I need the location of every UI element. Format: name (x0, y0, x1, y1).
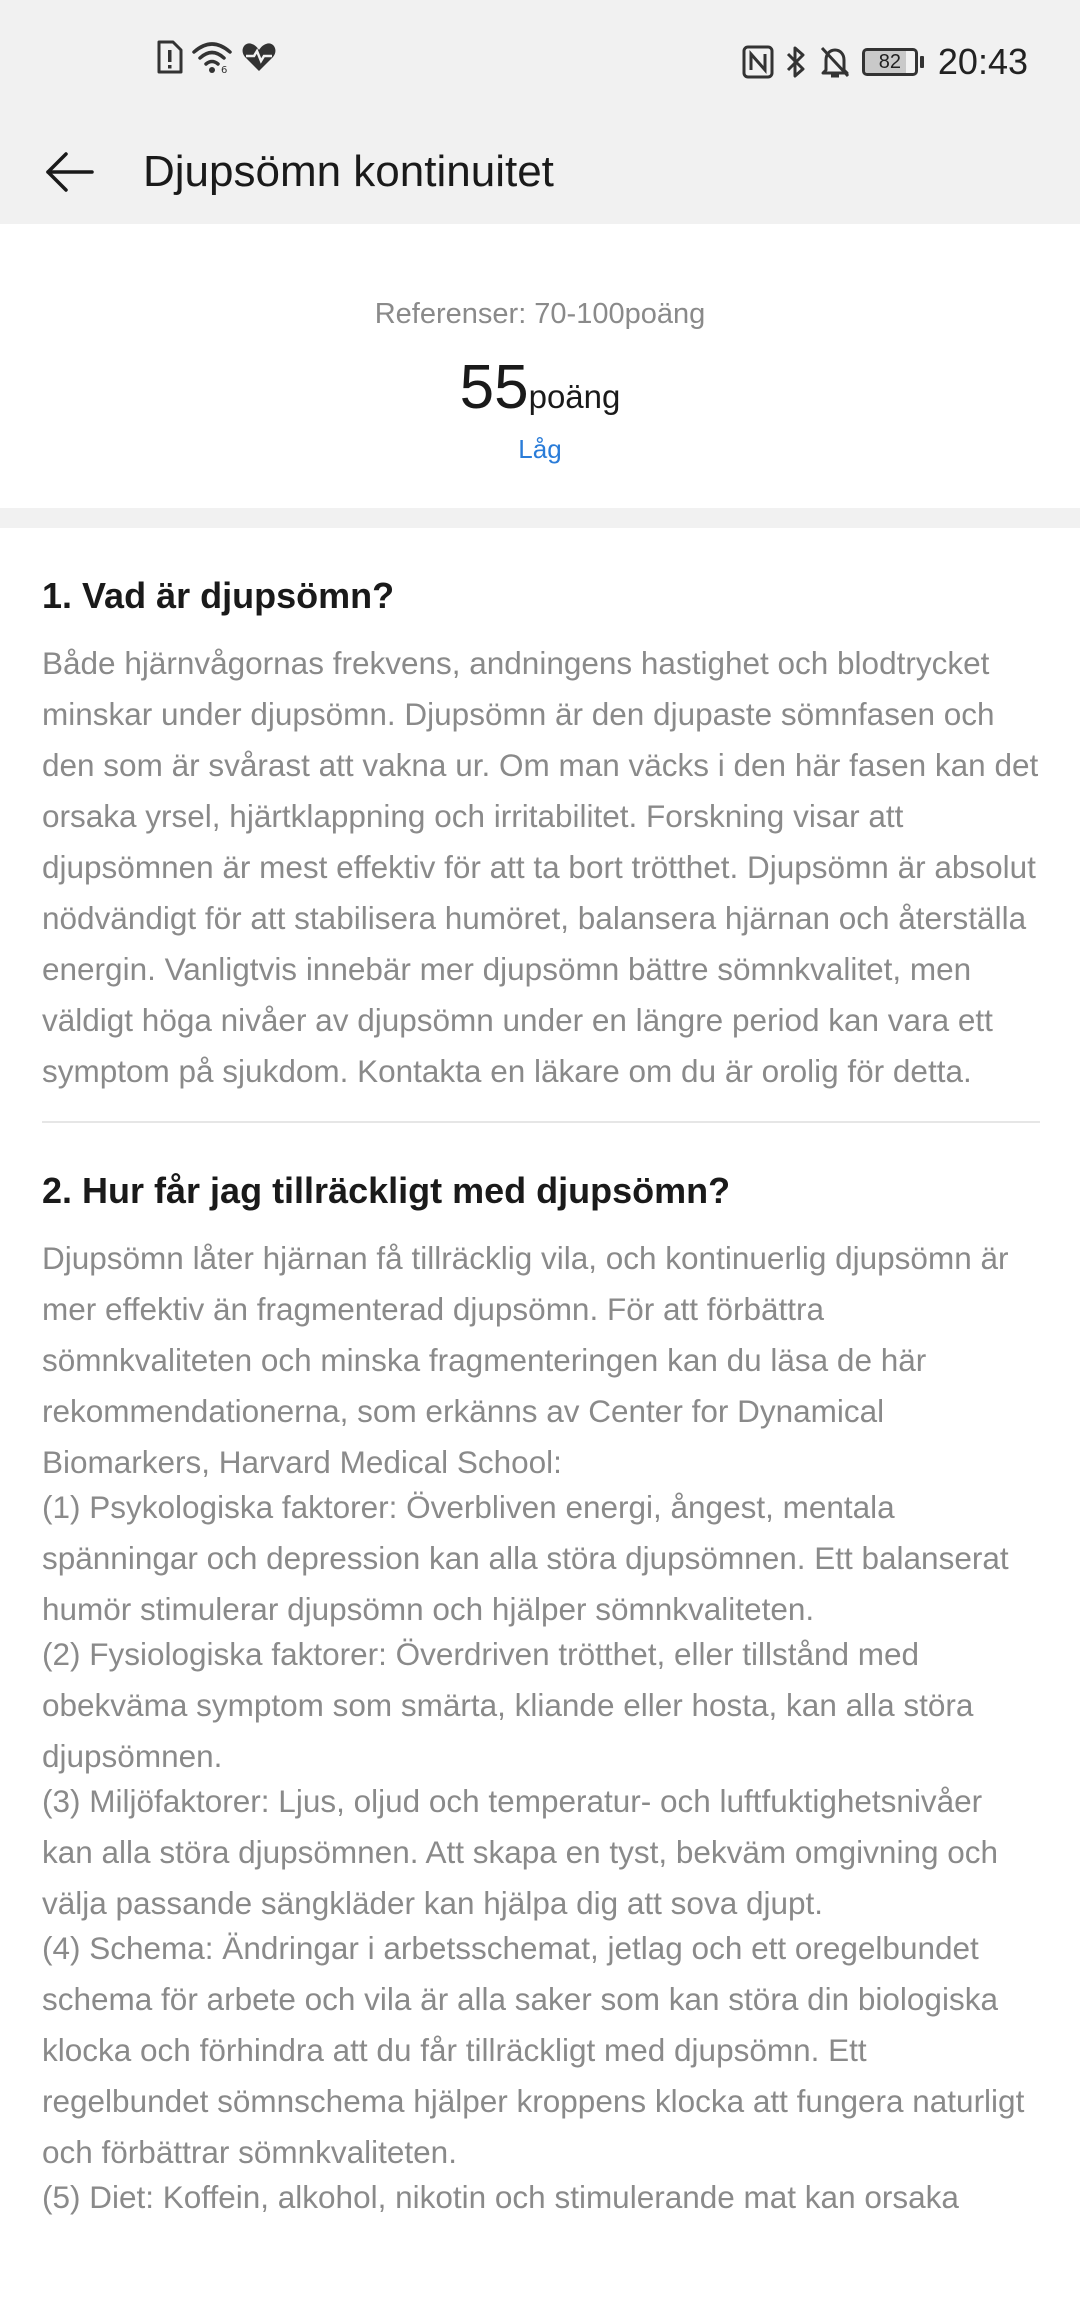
status-bar (0, 0, 1080, 120)
list-item: (3) Miljöfaktorer: Ljus, oljud och temperatur- och luftfuktighetsnivåer kan alla störa djupsömnen. Att skapa en tyst, bekväm omgivning och välja passande sängkläder kan hjälpa dig att sova djupt. (42, 1783, 999, 1921)
battery-indicator (862, 48, 924, 76)
heart-rate-icon (241, 41, 277, 73)
page-title: Djupsömn kontinuitet (143, 147, 554, 196)
status-time: 20:43 (937, 41, 1028, 82)
section-what-is-deep-sleep (42, 528, 1040, 1097)
score-card (0, 224, 1080, 508)
reference-range: Referenser: 70-100poäng (374, 298, 706, 330)
app-bar (0, 120, 1080, 224)
list-item: (2) Fysiologiska faktorer: Överdriven trötthet, eller tillstånd med obekväma symptom som smärta, kliande eller hosta, kan alla störa djupsömnen. (42, 1636, 974, 1774)
svg-text:6: 6 (221, 65, 228, 74)
list-item: (5) Diet: Koffein, alkohol, nikotin och stimulerande mat kan orsaka (42, 2179, 959, 2215)
status-left-icons (155, 40, 277, 74)
list-item: (1) Psykologiska faktorer: Överbliven energi, ångest, mentala spänningar och depression kan alla störa djupsömnen. Ett balanserat humör stimulerar djupsömn och hjälper sömnkvaliteten. (42, 1489, 1009, 1627)
bluetooth-icon (784, 44, 808, 80)
score-level: Låg (518, 434, 562, 464)
info-content (42, 528, 1040, 2223)
section-how-to-get-deep-sleep (42, 1123, 1040, 2223)
list-item: (4) Schema: Ändringar i arbetsschemat, jetlag och ett oregelbundet schema för arbete och vila är alla saker som kan störa din biologiska klocka och förhindra att du får tillräckligt med djupsömn. Ett regelbundet sömnschema hjälper kroppens klocka att fungera naturligt och förbättrar sömnkvaliteten. (42, 1930, 1025, 2170)
section-title: 2. Hur får jag tillräckligt med djupsömn? (42, 1170, 731, 1211)
status-right-icons (742, 34, 1028, 90)
score-display (0, 352, 1080, 423)
battery-level: 82 (878, 51, 902, 73)
back-arrow-icon (44, 150, 96, 194)
sim-alert-icon (155, 40, 183, 74)
nfc-icon (742, 45, 774, 79)
score-unit: poäng (528, 378, 621, 415)
section-separator (0, 508, 1080, 528)
battery-icon (862, 48, 918, 76)
section-title: 1. Vad är djupsömn? (42, 575, 395, 616)
score-value: 55 (459, 353, 529, 422)
section-body: Både hjärnvågornas frekvens, andningens hastighet och blodtrycket minskar under djupsömn. Djupsömn är den djupaste sömnfasen och den som är svårast att vakna ur. Om man väcks i den här fasen kan det orsaka yrsel, hjärtklappning och irritabilitet. Forskning visar att djupsömnen är mest effektiv för att ta bort trötthet. Djupsömn är absolut nödvändigt för att stabilisera humöret, balansera hjärnan och återställa energin. Vanligtvis innebär mer djupsömn bättre sömnkvalitet, men väldigt höga nivåer av djupsömn under en längre period kan vara ett symptom på sjukdom. Kontakta en läkare om du är orolig för detta. (42, 645, 1039, 1089)
section-intro: Djupsömn låter hjärnan få tillräcklig vila, och kontinuerlig djupsömn är mer effektiv än fragmenterad djupsömn. För att förbättra sömnkvaliteten och minska fragmenteringen kan du läsa de här rekommendationerna, som erkänns av Center for Dynamical Biomarkers, Harvard Medical School: (42, 1240, 1009, 1480)
back-button[interactable] (40, 142, 100, 202)
notifications-off-icon (818, 44, 852, 80)
wifi-icon (191, 40, 233, 74)
